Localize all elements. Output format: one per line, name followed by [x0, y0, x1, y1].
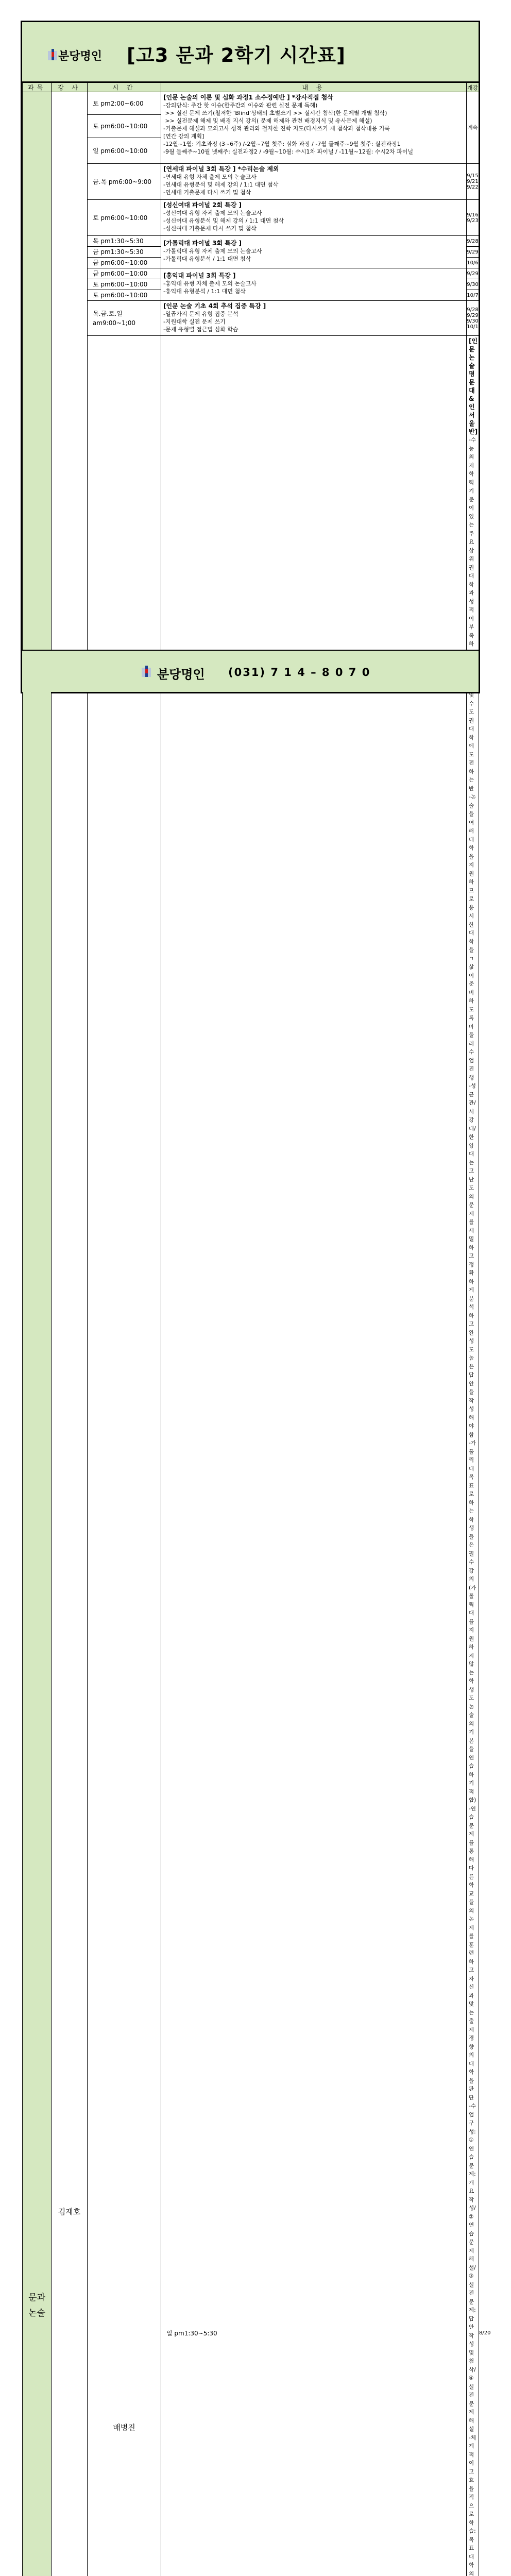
course-line: -연습문제를 통해 다른 학교들의 논제를 훈련하고 자신과 맞는 출제 경향의 대학을 판단	[469, 1805, 476, 2103]
course-line: -홍익대 유형분석 / 1:1 대면 첨삭	[163, 287, 464, 295]
course-title: [가톨릭대 파이널 3회 특강 ]	[163, 239, 464, 247]
course-title: [인문 논술의 이론 및 심화 과정1 소수정예반 ] *강사직접 첨삭	[163, 93, 464, 101]
course-line: -성신여대 기출문제 다시 쓰기 및 첨삭	[163, 225, 464, 232]
header-brand: 분당명인	[58, 47, 102, 63]
open-date: 9/28	[467, 236, 479, 247]
course-content	[161, 301, 467, 336]
table-header-row	[23, 83, 479, 92]
time-cell: 토 pm6:00~10:00	[88, 279, 161, 290]
course-line: -12월~1월: 기초과정 (3~6주) /-2월~7월 첫주: 심화 과정 / -7월 둘째주~9월 첫주: 실전과정1	[163, 140, 464, 148]
course-line: -9월 둘째주~10월 넷째주: 실전과정2 / -9월~10월: 수시1차 파이널 / -11월~12월: 수시2차 파이널	[163, 148, 464, 156]
open-date: 9/30	[467, 279, 479, 290]
time-cell: 금 pm6:00~10:00	[88, 268, 161, 279]
course-content	[161, 268, 467, 301]
course-line: -체계적이고 효율적으로 학습: 목표 대학의	[469, 2434, 476, 2576]
course-line: -논술을 여러 대학을 지원 하므로 응시한 대학을 ㄱ삶이 준비하도록 마둘러 수업 진행	[469, 793, 476, 1082]
column-header-subject: 과목	[23, 83, 52, 92]
academy-logo-icon	[142, 666, 151, 677]
course-content	[161, 164, 467, 200]
time-cell: 금.목 pm6:00~9:00	[88, 164, 161, 200]
column-header-open: 개강	[467, 83, 479, 92]
time-cell: 토 pm2:00~6:00	[88, 92, 161, 115]
course-line: -성균관/서강대/한양대는 고난도의 문제를 세밀하고 정확하게 분석하고 완성도 높은 답안을 작성해야 함	[469, 1082, 476, 1439]
timetable-frame	[21, 21, 480, 693]
time-cell: 금 pm1:30~5:30	[88, 247, 161, 258]
course-title: [인문 논술 기초 4회 추석 집중 특강 ]	[163, 302, 464, 310]
open-date: 9/15 9/21 9/22	[467, 164, 479, 200]
table-row	[23, 236, 479, 247]
course-line: -연세대 유형 자체 출제 모의 논술고사	[163, 173, 464, 181]
course-line: -홍익대 유형 자체 출제 모의 논술고사	[163, 280, 464, 287]
open-date: 10/6	[467, 258, 479, 268]
course-title: [연세대 파이널 3회 특강 ] *수리논술 제외	[163, 165, 464, 173]
footer	[22, 650, 479, 692]
column-header-content: 내 용	[161, 83, 467, 92]
time-cell: 일 pm6:00~10:00	[88, 138, 161, 164]
course-line: -일곱가지 문제 유형 집중 분석	[163, 310, 464, 318]
course-content	[161, 92, 467, 164]
course-title: [성신여대 파이널 2회 특강 ]	[163, 201, 464, 209]
course-line: -지원대학 실전 문제 쓰기	[163, 318, 464, 326]
course-line: -가톨릭대 유형분석 / 1:1 대면 첨삭	[163, 255, 464, 263]
course-title: [홍익대 파이널 3회 특강 ]	[163, 272, 464, 280]
course-line: >> 실전문제 해제 및 배경 지식 강의( 문제 해제와 관련 배경지식 및 유사문제 해설)	[163, 117, 464, 125]
course-line: -연세대 유형분석 및 해제 강의 / 1:1 대면 첨삭	[163, 181, 464, 189]
table-row: 배병진 일 pm1:30~5:30 [인문 논술 명문대 & 인서울반] -수능최저학력 기준이 있는 주요 상위권 대학과 성적이 부족하 및 수도권 대학에 도전하는 반 -논술을 여러 대학을 지원 하므로 응시한 대학을 ㄱ삶이 준비하도록 마둘러 수업 진행 -성균관/서강대/한양대는 고난도의 문제를 세밀하고 정확하게 분석하고 완성도 높은 답안을 작성해야 함 -가톨릭대 목표로 하는 학생들은 필수 강의(가톨릭대를 지원하지 않는 학생도 논술의 기본을 연습하기 적합) -연습문제를 통해 다른 학교들의 논제를 훈련하고 자신과 맞는 출제 경향의 대학을 판단 -수업 구성: ① 연습문제: 개요 작성/ ② 연습문제 해설/③ 실전문제: 답안 작성 및 첨삭/④ 실전문제 해설 -체계적이고 효율적으로 학습: 목표 대학의 8/20	[23, 336, 479, 2576]
table-row	[23, 200, 479, 236]
instructor-kim: 김재호	[52, 92, 88, 2576]
course-line: -강의방식: 주간 핫 이슈(한주간의 이슈와 관련 실전 문제 독해)	[163, 101, 464, 109]
table-row	[23, 268, 479, 279]
column-header-time: 시 간	[88, 83, 161, 92]
course-line: -연세대 기출문제 다시 쓰기 및 첨삭	[163, 189, 464, 196]
time-cell: 목.금.토.일 am9:00~1;00	[88, 301, 161, 336]
course-line: -수능최저학력 기준이 있는 주요 상위권 대학과 성적이 부족하 및 수도권 대학에 도전하는 반	[469, 436, 476, 793]
course-line: -가톨릭대 유형 자체 출제 모의 논술고사	[163, 247, 464, 255]
course-line: -기출문제 해설과 모의고사 성적 관리와 철저한 진학 지도(다시쓰기 재 첨삭과 첨삭내용 기록	[163, 125, 464, 132]
course-content	[161, 200, 467, 236]
time-cell: 토 pm6:00~10:00	[88, 200, 161, 236]
open-date: 계속	[467, 92, 479, 164]
course-content	[161, 236, 467, 268]
course-line: -문제 유형별 접근법 심화 학습	[163, 326, 464, 333]
subject-cell: 문과 논술	[23, 92, 52, 2576]
time-cell: 토 pm6:00~10:00	[88, 290, 161, 301]
timetable	[22, 82, 479, 2576]
table-row	[23, 92, 479, 115]
course-line: [연간 강의 계획]	[163, 132, 464, 140]
time-cell: 금 pm6:00~10:00	[88, 258, 161, 268]
table-row	[23, 164, 479, 200]
course-line: >> 실전 문제 쓰기(철저한 ‘Blind’상태의 초벌쓰기 >> 실시간 첨삭(한 문제별 개별 첨삭)	[163, 109, 464, 117]
course-line: -성신여대 유형 자체 출제 모의 논술고사	[163, 209, 464, 217]
open-date: 9/29	[467, 247, 479, 258]
open-date: 9/16 9/23	[467, 200, 479, 236]
course-title: [인문 논술 명문대 & 인서울반]	[469, 337, 476, 436]
footer-brand: 분당명인	[157, 664, 205, 682]
course-line: -성신여대 유형분석 및 해제 강의 / 1:1 대면 첨삭	[163, 217, 464, 225]
time-cell: 일 pm1:30~5:30	[161, 336, 467, 2576]
open-date: 10/7	[467, 290, 479, 301]
academy-logo-icon	[48, 49, 57, 60]
table-row	[23, 301, 479, 336]
open-date: 9/28 9/29 9/30 10/1	[467, 301, 479, 336]
course-line: -가톨릭대 목표로 하는 학생들은 필수 강의(가톨릭대를 지원하지 않는 학생도 논술의 기본을 연습하기 적합)	[469, 1439, 476, 1805]
time-cell: 목 pm1:30~5:30	[88, 236, 161, 247]
time-cell: 토 pm6:00~10:00	[88, 115, 161, 138]
page-title: [고3 문과 2학기 시간표]	[127, 40, 346, 67]
header	[22, 22, 479, 82]
footer-phone: (031) 7 1 4 – 8 0 7 0	[228, 666, 370, 679]
open-date: 9/29	[467, 268, 479, 279]
course-line: -수업 구성: ① 연습문제: 개요 작성/ ② 연습문제 해설/③ 실전문제: 답안 작성 및 첨삭/④ 실전문제 해설	[469, 2102, 476, 2434]
column-header-instructor: 강 사	[52, 83, 88, 92]
instructor-bae: 배병진	[88, 336, 161, 2576]
